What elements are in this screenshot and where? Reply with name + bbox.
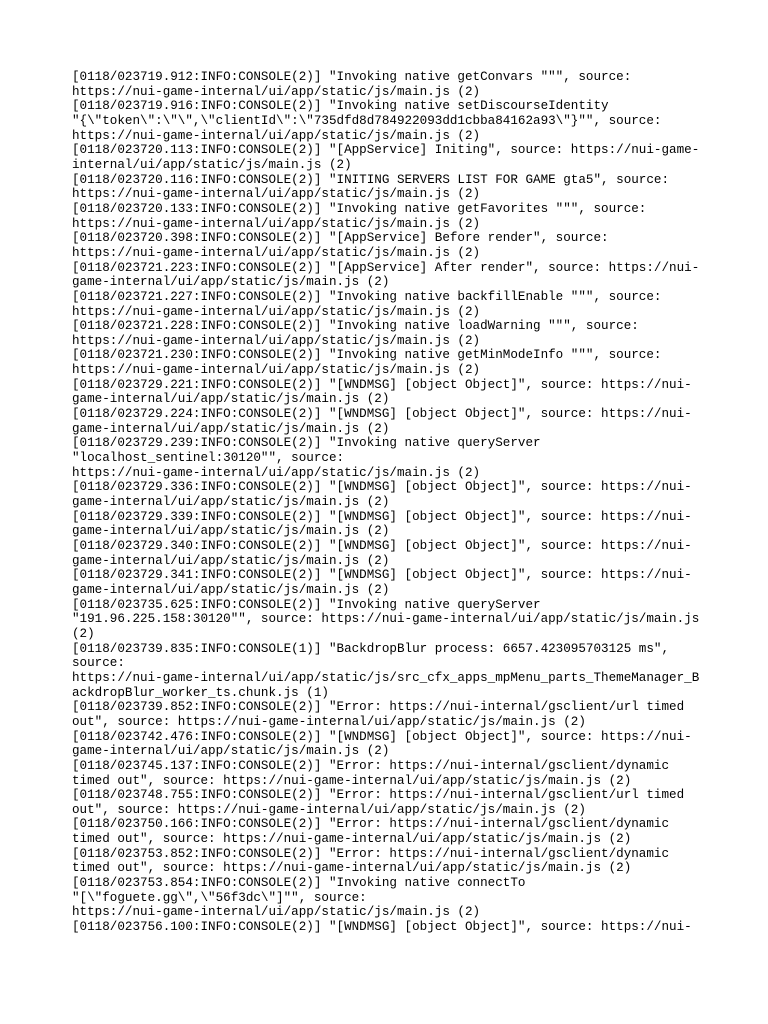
console-log <box>72 70 712 935</box>
log-line: https://nui-game-internal/ui/app/static/js/main.js (2) <box>72 333 481 348</box>
log-line: [0118/023729.221:INFO:CONSOLE(2)] "[WNDMSG] [object Object]", source: https://nui- <box>72 377 692 392</box>
log-line: game-internal/ui/app/static/js/main.js (2) <box>72 553 390 568</box>
log-line: (2) <box>72 626 95 641</box>
log-line: [0118/023720.133:INFO:CONSOLE(2)] "Invoking native getFavorites """, source: <box>72 201 647 216</box>
log-line: [0118/023748.755:INFO:CONSOLE(2)] "Error: https://nui-internal/gsclient/url timed <box>72 788 685 803</box>
log-line: https://nui-game-internal/ui/app/static/js/main.js (2) <box>72 363 481 378</box>
log-line: [0118/023735.625:INFO:CONSOLE(2)] "Invoking native queryServer <box>72 597 541 612</box>
log-line: game-internal/ui/app/static/js/main.js (2) <box>72 495 390 510</box>
log-line: [0118/023719.916:INFO:CONSOLE(2)] "Invoking native setDiscourseIdentity <box>72 99 609 114</box>
log-line: game-internal/ui/app/static/js/main.js (2) <box>72 275 390 290</box>
log-line: [0118/023742.476:INFO:CONSOLE(2)] "[WNDMSG] [object Object]", source: https://nui- <box>72 729 692 744</box>
log-line: [0118/023721.228:INFO:CONSOLE(2)] "Invoking native loadWarning """, source: <box>72 319 639 334</box>
log-line: out", source: https://nui-game-internal/ui/app/static/js/main.js (2) <box>72 802 586 817</box>
log-line: out", source: https://nui-game-internal/ui/app/static/js/main.js (2) <box>72 714 586 729</box>
log-line: [0118/023753.852:INFO:CONSOLE(2)] "Error: https://nui-internal/gsclient/dynamic <box>72 846 670 861</box>
log-line: [0118/023750.166:INFO:CONSOLE(2)] "Error: https://nui-internal/gsclient/dynamic <box>72 817 670 832</box>
log-line: [0118/023721.227:INFO:CONSOLE(2)] "Invoking native backfillEnable """, source: <box>72 289 662 304</box>
log-line: https://nui-game-internal/ui/app/static/js/main.js (2) <box>72 465 481 480</box>
log-line: https://nui-game-internal/ui/app/static/js/main.js (2) <box>72 187 481 202</box>
log-line: https://nui-game-internal/ui/app/static/js/main.js (2) <box>72 128 481 143</box>
log-line: source: <box>72 656 125 671</box>
log-line: [0118/023720.398:INFO:CONSOLE(2)] "[AppService] Before render", source: <box>72 231 609 246</box>
log-line: [0118/023721.230:INFO:CONSOLE(2)] "Invoking native getMinModeInfo """, source: <box>72 348 662 363</box>
log-line: game-internal/ui/app/static/js/main.js (2) <box>72 392 390 407</box>
log-line: timed out", source: https://nui-game-internal/ui/app/static/js/main.js (2) <box>72 861 632 876</box>
log-line: [0118/023756.100:INFO:CONSOLE(2)] "[WNDMSG] [object Object]", source: https://nui- <box>72 920 692 935</box>
log-line: https://nui-game-internal/ui/app/static/js/main.js (2) <box>72 245 481 260</box>
log-line: [0118/023720.113:INFO:CONSOLE(2)] "[AppService] Initing", source: https://nui-game- <box>72 143 700 158</box>
log-line: internal/ui/app/static/js/main.js (2) <box>72 157 352 172</box>
log-line: https://nui-game-internal/ui/app/static/js/main.js (2) <box>72 216 481 231</box>
log-line: [0118/023729.339:INFO:CONSOLE(2)] "[WNDMSG] [object Object]", source: https://nui- <box>72 509 692 524</box>
log-line: [0118/023719.912:INFO:CONSOLE(2)] "Invoking native getConvars """, source: <box>72 70 632 84</box>
log-line: "[\"foguete.gg\",\"56f3dc\"]"", source: <box>72 890 367 905</box>
log-line: "localhost_sentinel:30120"", source: <box>72 451 345 466</box>
log-line: [0118/023729.336:INFO:CONSOLE(2)] "[WNDMSG] [object Object]", source: https://nui- <box>72 480 692 495</box>
log-line: [0118/023745.137:INFO:CONSOLE(2)] "Error: https://nui-internal/gsclient/dynamic <box>72 758 670 773</box>
log-line: ackdropBlur_worker_ts.chunk.js (1) <box>72 685 329 700</box>
log-line: "191.96.225.158:30120"", source: https://nui-game-internal/ui/app/static/js/main.js <box>72 612 700 627</box>
log-line: https://nui-game-internal/ui/app/static/js/main.js (2) <box>72 84 481 99</box>
document-page <box>72 70 712 935</box>
log-line: [0118/023729.224:INFO:CONSOLE(2)] "[WNDMSG] [object Object]", source: https://nui- <box>72 407 692 422</box>
log-line: timed out", source: https://nui-game-internal/ui/app/static/js/main.js (2) <box>72 773 632 788</box>
log-line: game-internal/ui/app/static/js/main.js (2) <box>72 524 390 539</box>
log-line: [0118/023721.223:INFO:CONSOLE(2)] "[AppService] After render", source: https://nui- <box>72 260 700 275</box>
log-line: [0118/023739.835:INFO:CONSOLE(1)] "BackdropBlur process: 6657.423095703125 ms", <box>72 641 670 656</box>
log-line: https://nui-game-internal/ui/app/static/js/main.js (2) <box>72 304 481 319</box>
log-line: game-internal/ui/app/static/js/main.js (2) <box>72 744 390 759</box>
log-line: [0118/023729.340:INFO:CONSOLE(2)] "[WNDMSG] [object Object]", source: https://nui- <box>72 539 692 553</box>
log-line: https://nui-game-internal/ui/app/static/js/src_cfx_apps_mpMenu_parts_ThemeManager_B <box>72 670 700 685</box>
log-line: [0118/023753.854:INFO:CONSOLE(2)] "Invoking native connectTo <box>72 876 526 891</box>
log-line: timed out", source: https://nui-game-internal/ui/app/static/js/main.js (2) <box>72 832 632 847</box>
log-line: https://nui-game-internal/ui/app/static/js/main.js (2) <box>72 905 481 920</box>
log-line: [0118/023729.341:INFO:CONSOLE(2)] "[WNDMSG] [object Object]", source: https://nui- <box>72 568 692 583</box>
log-line: game-internal/ui/app/static/js/main.js (2) <box>72 421 390 436</box>
log-line: [0118/023739.852:INFO:CONSOLE(2)] "Error: https://nui-internal/gsclient/url timed <box>72 700 685 715</box>
log-line: game-internal/ui/app/static/js/main.js (2) <box>72 582 390 597</box>
log-line: [0118/023729.239:INFO:CONSOLE(2)] "Invoking native queryServer <box>72 436 541 451</box>
log-line: "{\"token\":\"\",\"clientId\":\"735dfd8d784922093dd1cbba84162a93\"}"", source: <box>72 113 662 128</box>
log-line: [0118/023720.116:INFO:CONSOLE(2)] "INITING SERVERS LIST FOR GAME gta5", source: <box>72 172 670 187</box>
